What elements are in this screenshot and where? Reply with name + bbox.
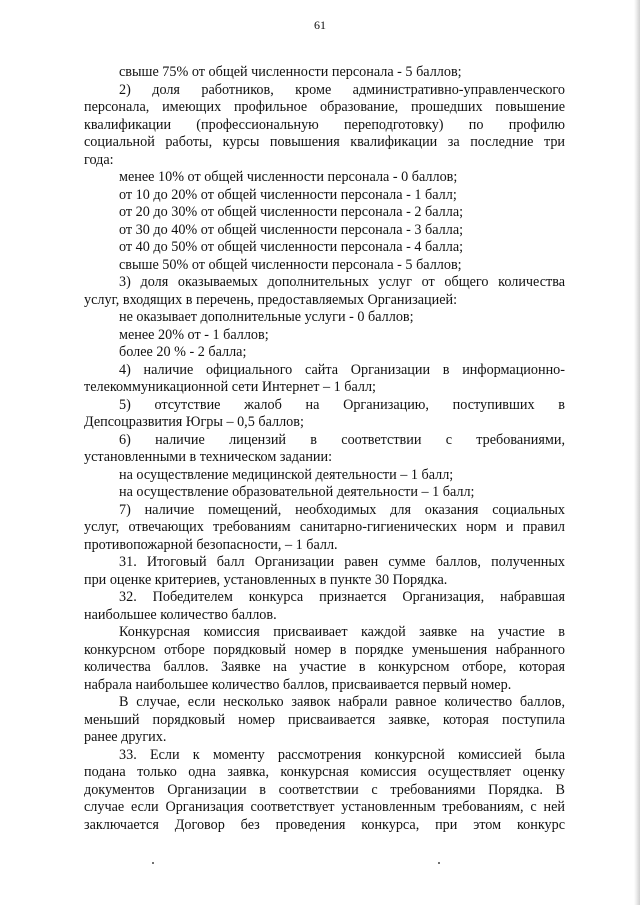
text-line: наибольшее количество баллов. (84, 606, 277, 623)
text-line: года: (84, 151, 114, 168)
text-line: заключается Договор без проведения конкурса, при этом конкурс (84, 816, 565, 833)
page-number: 61 (314, 18, 326, 32)
text-line: В случае, если несколько заявок набрали равное количество баллов, (119, 694, 565, 710)
text-line: свыше 75% от общей численности персонала - 5 баллов; (119, 64, 462, 80)
text-line: 6) наличие лицензий в соответствии с требованиями, (119, 431, 565, 448)
text-line: 3) доля оказываемых дополнительных услуг от общего количества (119, 274, 565, 290)
scan-speck (152, 862, 154, 864)
text-line: менее 10% от общей численности персонала - 0 баллов; (119, 169, 458, 185)
text-line: конкурсном отборе порядковый номер в порядке уменьшения набранного (84, 641, 565, 658)
text-line: свыше 50% от общей численности персонала - 5 баллов; (119, 256, 462, 273)
text-line: меньший порядковый номер присваивается заявке, которая поступила (84, 711, 565, 728)
text-line: менее 20% от - 1 баллов; (119, 326, 269, 343)
text-line: квалификации (профессиональную переподготовку) по профилю (84, 116, 565, 133)
text-line: подана только одна заявка, конкурсная комиссия осуществляет оценку (84, 764, 565, 780)
scan-edge-shadow (634, 0, 640, 905)
document-body (84, 64, 565, 834)
text-line: более 20 % - 2 балла; (119, 344, 247, 360)
text-line: услуг, входящих в перечень, предоставляемых Организацией: (84, 291, 458, 308)
text-line: 33. Если к моменту рассмотрения конкурсной комиссией была (119, 746, 565, 763)
text-line: документов Организации в соответствии с требованиями Порядка. В (84, 781, 565, 798)
text-line: социальной работы, курсы повышения квалификации за последние три (84, 134, 565, 150)
text-line: услуг, отвечающих требованиям санитарно-гигиенических норм и правил (84, 519, 565, 535)
text-line: Конкурсная комиссия присваивает каждой заявке на участие в (119, 624, 565, 640)
text-line: установленными в техническом задании: (84, 449, 333, 465)
text-line: при оценке критериев, установленных в пункте 30 Порядка. (84, 571, 448, 588)
text-line: 4) наличие официального сайта Организации в информационно- (119, 361, 565, 378)
text-line: от 10 до 20% от общей численности персонала - 1 балл; (119, 186, 457, 203)
text-line: 5) отсутствие жалоб на Организацию, поступивших в (119, 396, 565, 413)
text-line: от 40 до 50% от общей численности персонала - 4 балла; (119, 239, 464, 255)
text-line: 2) доля работников, кроме административно-управленческого (119, 81, 565, 98)
text-line: 32. Победителем конкурса признается Организация, набравшая (119, 589, 565, 605)
text-line: 31. Итоговый балл Организации равен сумме баллов, полученных (119, 554, 565, 570)
text-line: на осуществление образовательной деятельности – 1 балл; (119, 484, 475, 500)
text-line: не оказывает дополнительные услуги - 0 баллов; (119, 309, 414, 325)
text-line: персонала, имеющих профильное образование, прошедших повышение (84, 99, 565, 115)
text-line: на осуществление медицинской деятельности – 1 балл; (119, 466, 454, 483)
text-line: случае если Организация соответствует установленным требованиям, с ней (84, 799, 565, 815)
text-line: от 20 до 30% от общей численности персонала - 2 балла; (119, 204, 464, 220)
text-line: ранее других. (84, 729, 167, 745)
text-line: 7) наличие помещений, необходимых для оказания социальных (119, 501, 565, 518)
text-line: Депсоцразвития Югры – 0,5 баллов; (84, 414, 304, 430)
text-line: набрала наибольшее количество баллов, присваивается первый номер. (84, 676, 512, 693)
scan-speck (438, 862, 440, 864)
text-line: телекоммуникационной сети Интернет – 1 балл; (84, 379, 376, 395)
text-line: количества баллов. Заявке на участие в конкурсном отборе, которая (84, 659, 565, 675)
text-line: противопожарной безопасности, – 1 балл. (84, 536, 338, 553)
text-line: от 30 до 40% от общей численности персонала - 3 балла; (119, 221, 464, 238)
